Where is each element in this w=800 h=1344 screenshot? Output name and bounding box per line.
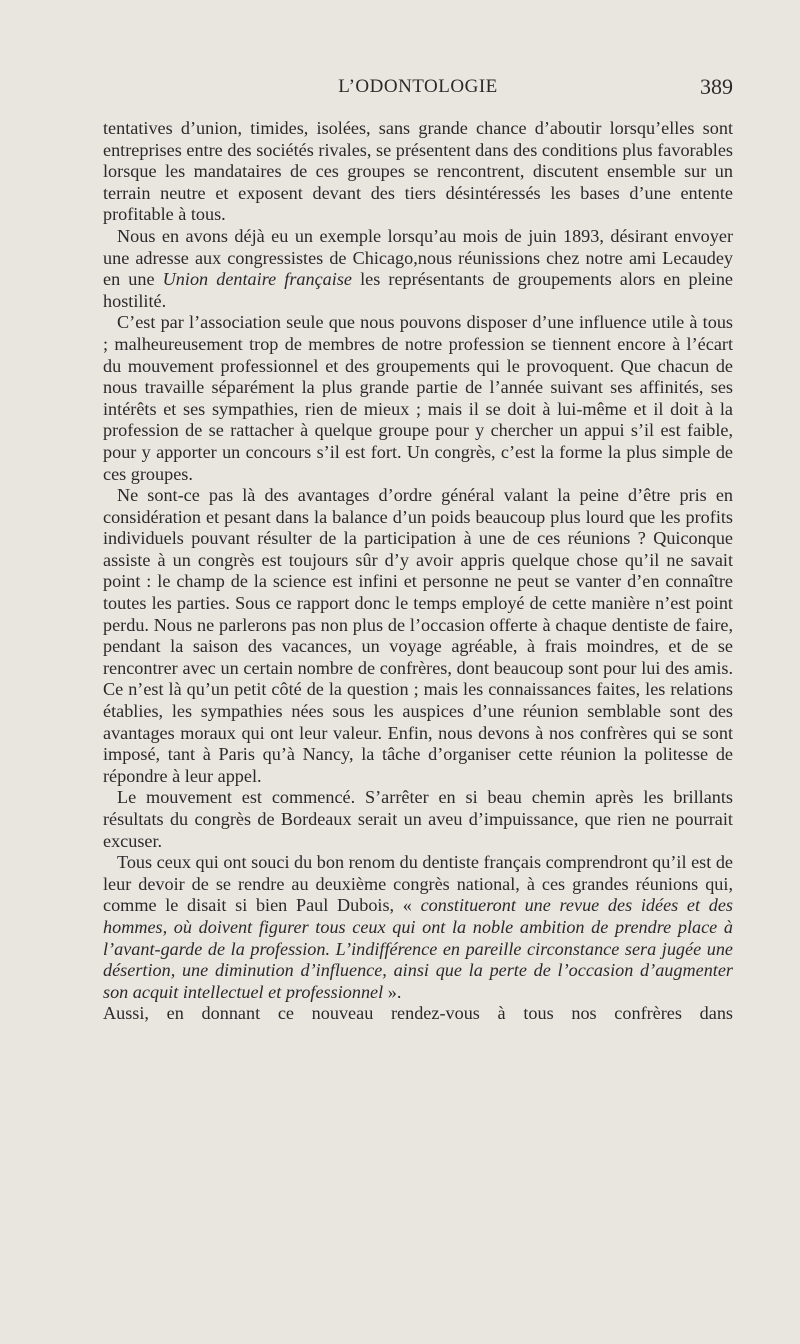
paragraph-2-italic: Union dentaire française: [162, 269, 352, 290]
paragraph-6: [103, 852, 733, 1003]
paragraph-5: Le mouvement est commencé. S’arrêter en si beau chemin après les brillants résultats du congrès de Bordeaux serait un aveu d’impuissance, que rien ne pourrait excuser.: [103, 787, 733, 851]
paragraph-3: C’est par l’association seule que nous pouvons disposer d’une influence utile à tous ; malheureusement trop de membres de notre profession se tiennent encore à l’écart du mouvement professionnel et des groupements qui le provoquent. Que chacun de nous travaille séparément la plus grande partie de l’année suivant ses affinités, ses intérêts et ses sympathies, rien de mieux ; mais il se doit à lui-même et il doit à la profession de se rattacher à quelque groupe pour y chercher un appui s’il est faible, pour y apporter un concours s’il est fort. Un congrès, c’est la forme la plus simple de ces groupes.: [103, 312, 733, 484]
paragraph-4: Ne sont-ce pas là des avantages d’ordre général valant la peine d’être pris en considération et pesant dans la balance d’un poids beaucoup plus lourd que les profits individuels pouvant résulter de la participation à une de ces réunions ? Quiconque assiste à un congrès est toujours sûr d’y avoir appris quelque chose qu’il ne savait point : le champ de la science est infini et personne ne peut se vanter d’en connaître toutes les parties. Sous ce rapport donc le temps employé de cette manière n’est point perdu. Nous ne parlerons pas non plus de l’occasion offerte à chaque dentiste de faire, pendant la saison des vacances, un voyage agréable, à frais moindres, et de se rencontrer avec un certain nombre de confrères, dont beaucoup sont pour lui des amis. Ce n’est là qu’un petit côté de la question ; mais les connaissances faites, les relations établies, les sympathies nées sous les auspices d’une réunion semblable sont des avantages moraux qui ont leur valeur. Enfin, nous devons à nos confrères qui se sont imposé, tant à Paris qu’à Nancy, la tâche d’organiser cette réunion la politesse de répondre à leur appel.: [103, 485, 733, 786]
paragraph-2: [103, 226, 733, 312]
paragraph-6-text-before: Tous ceux qui ont souci du bon renom du dentiste français comprendront qu’il est de leur devoir de se rendre au deuxième congrès national, à ces grandes réunions qui, comme le disait si bien Paul Dubois, «: [103, 852, 733, 916]
page-header: [103, 76, 733, 104]
paragraph-2-text-before: Nous en avons déjà eu un exemple lorsqu’au mois de juin 1893, désirant envoyer une adresse aux congressistes de Chicago,nous réunissions chez notre ami Lecaudey en une: [103, 225, 733, 290]
paragraph-6-text-after: ».: [383, 981, 402, 1002]
paragraph-1: tentatives d’union, timides, isolées, sans grande chance d’aboutir lorsqu’elles sont entreprises entre des sociétés rivales, se présentent dans des conditions plus favorables lorsque les mandataires de ces groupes se rencontrent, discutent ensemble sur un terrain neutre et exposent devant des tiers désintéressés les bases d’une entente profitable à tous.: [103, 118, 733, 225]
running-title: L’ODONTOLOGIE: [338, 76, 498, 97]
body-text: [103, 118, 733, 1025]
page-number: 389: [700, 74, 733, 99]
paragraph-7: Aussi, en donnant ce nouveau rendez-vous à tous nos confrères dans: [103, 1003, 733, 1024]
paragraph-6-quotation: constitueront une revue des idées et des hommes, où doivent figurer tous ceux qui ont la noble ambition de prendre place à l’avant-garde de la profession. L’indifférence en pareille circonstance sera jugée une désertion, une diminution d’influence, ainsi que la perte de l’occasion d’augmenter son acquit intellectuel et professionnel: [103, 895, 733, 1002]
paragraph-2-text-after: les représentants de groupements alors en pleine hostilité.: [103, 269, 733, 311]
